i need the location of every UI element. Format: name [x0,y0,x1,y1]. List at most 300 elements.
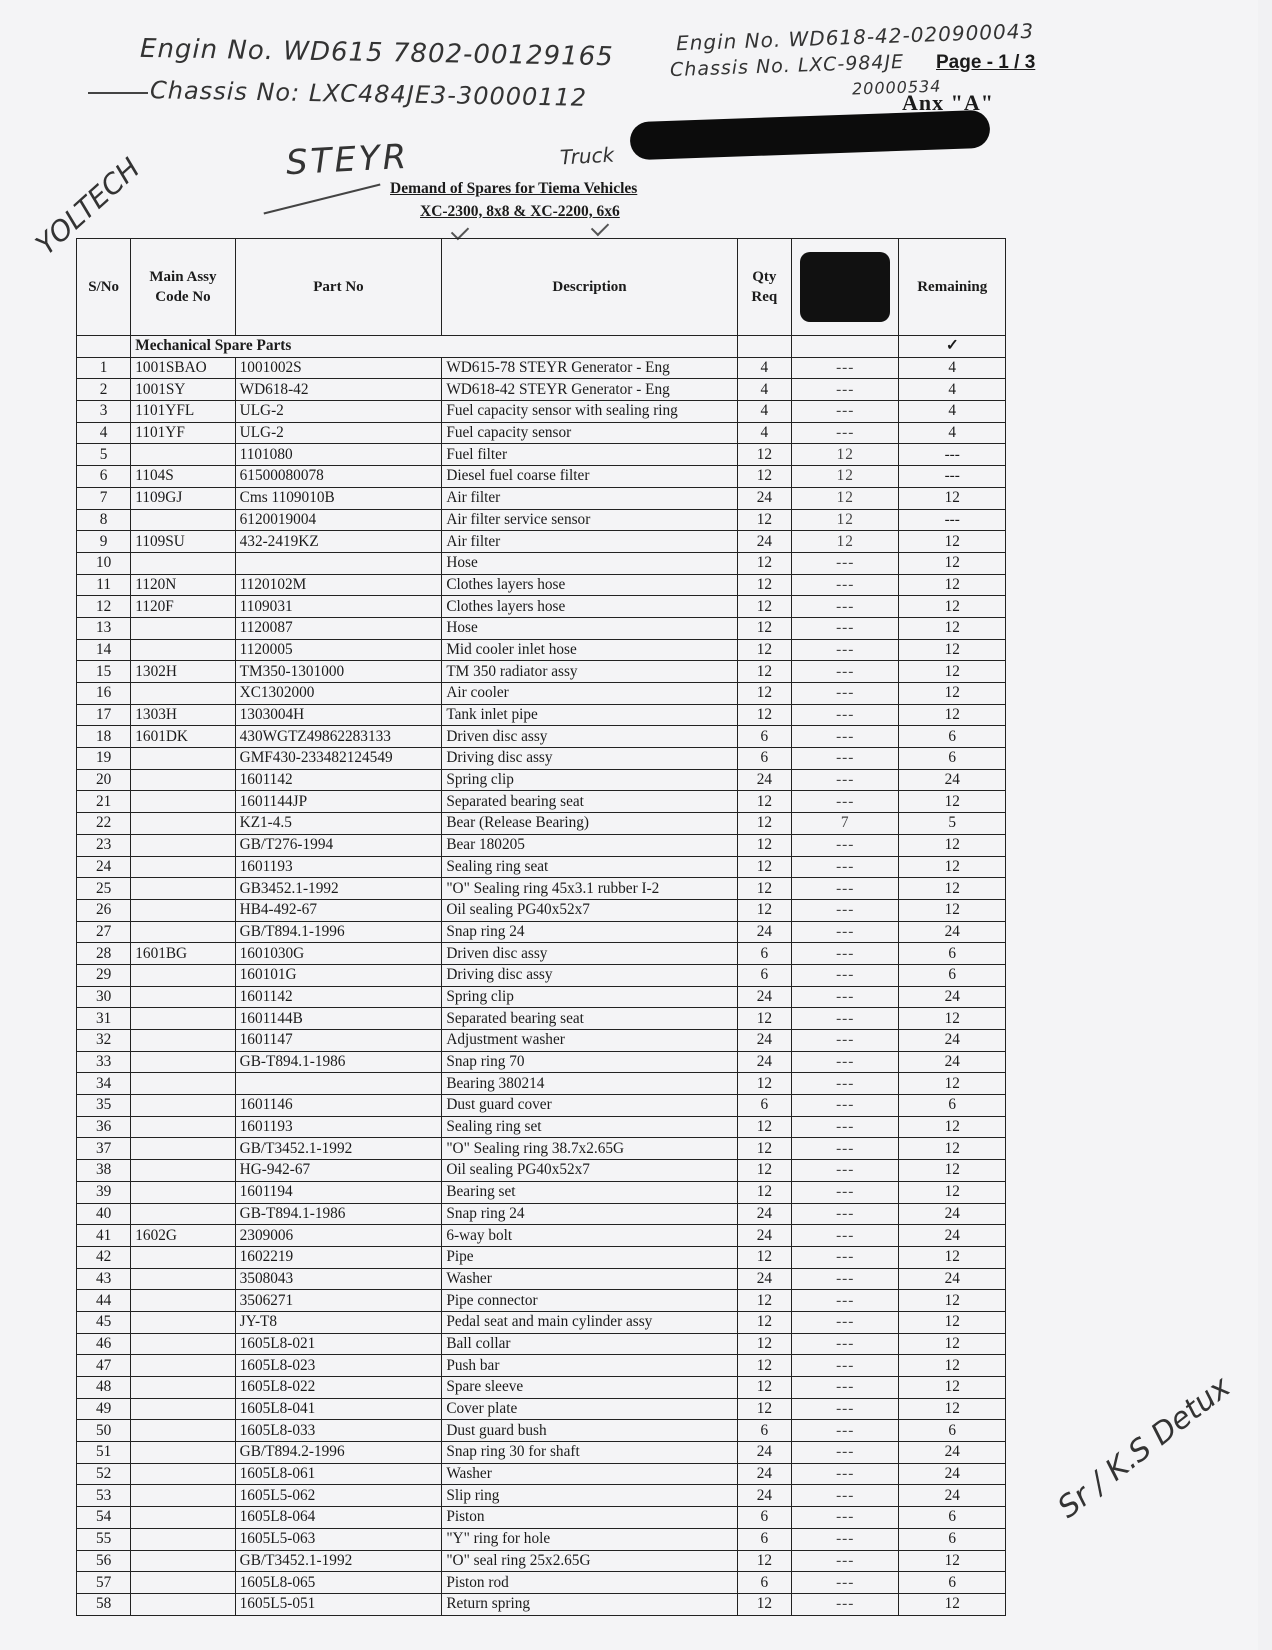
cell-sno: 41 [77,1225,131,1247]
cell-remaining: --- [899,466,1006,488]
cell-part-no: 1601142 [235,986,442,1008]
cell-remaining: 6 [899,1420,1006,1442]
table-row [77,1311,1006,1333]
cell-qty-req: 12 [737,791,791,813]
cell-qty-req: 12 [737,509,791,531]
section-title: Mechanical Spare Parts [131,336,737,358]
cell-part-no [235,552,442,574]
cell-assy-code: 1601BG [131,943,235,965]
table-row [77,1442,1006,1464]
cell-description: 6-way bolt [442,1225,737,1247]
cell-sno: 43 [77,1268,131,1290]
cell-description: Adjustment washer [442,1030,737,1052]
cell-qty-req: 12 [737,1377,791,1399]
col-header-remaining: Remaining [899,239,1006,336]
cell-received: --- [791,1095,899,1117]
cell-assy-code: 1303H [131,704,235,726]
cell-part-no: 1601193 [235,1116,442,1138]
cell-part-no: 6120019004 [235,509,442,531]
cell-received: --- [791,878,899,900]
cell-remaining: 4 [899,379,1006,401]
cell-description: "O" seal ring 25x2.65G [442,1550,737,1572]
cell-description: WD618-42 STEYR Generator - Eng [442,379,737,401]
cell-part-no: 1601146 [235,1095,442,1117]
cell-received: 12 [791,444,899,466]
cell-qty-req: 12 [737,1138,791,1160]
cell-sno: 32 [77,1030,131,1052]
cell-remaining: 12 [899,1333,1006,1355]
cell-assy-code [131,1008,235,1030]
cell-part-no: 3508043 [235,1268,442,1290]
cell-assy-code [131,639,235,661]
table-row [77,1203,1006,1225]
cell-assy-code [131,1203,235,1225]
cell-part-no: 1605L5-063 [235,1528,442,1550]
cell-remaining: 12 [899,704,1006,726]
cell-part-no: 1602219 [235,1246,442,1268]
cell-part-no: WD618-42 [235,379,442,401]
cell-assy-code [131,1442,235,1464]
cell-remaining: 24 [899,1030,1006,1052]
table-row [77,1030,1006,1052]
table-row [77,1008,1006,1030]
cell-sno: 45 [77,1311,131,1333]
table-row [77,899,1006,921]
cell-assy-code [131,1593,235,1615]
table-row [77,639,1006,661]
table-row [77,1333,1006,1355]
cell-description: Bearing set [442,1181,737,1203]
table-row [77,1355,1006,1377]
cell-description: Slip ring [442,1485,737,1507]
cell-sno: 3 [77,401,131,423]
table-row [77,422,1006,444]
cell-sno: 37 [77,1138,131,1160]
page-title: Demand of Spares for Tiema Vehicles [390,180,638,197]
cell-sno: 55 [77,1528,131,1550]
redaction-mark [800,252,890,322]
cell-remaining: 12 [899,834,1006,856]
cell-received: --- [791,1485,899,1507]
cell-part-no: ULG-2 [235,401,442,423]
cell-sno: 25 [77,878,131,900]
cell-assy-code [131,1420,235,1442]
cell-qty-req: 12 [737,1116,791,1138]
cell-sno: 23 [77,834,131,856]
page-subtitle: XC-2300, 8x8 & XC-2200, 6x6 [420,203,620,220]
cell-description: Spare sleeve [442,1377,737,1399]
cell-sno: 1 [77,357,131,379]
cell-part-no: GMF430-233482124549 [235,748,442,770]
cell-description: Separated bearing seat [442,1008,737,1030]
cell-qty-req: 12 [737,834,791,856]
cell-description: Washer [442,1463,737,1485]
cell-sno: 16 [77,683,131,705]
cell-part-no: 1605L8-021 [235,1333,442,1355]
cell-qty-req: 12 [737,813,791,835]
cell-assy-code: 1001SBAO [131,357,235,379]
cell-received: --- [791,1008,899,1030]
cell-part-no: 1605L8-041 [235,1398,442,1420]
cell-received: --- [791,1073,899,1095]
cell-qty-req: 6 [737,1528,791,1550]
cell-sno: 36 [77,1116,131,1138]
table-row [77,574,1006,596]
cell-sno: 51 [77,1442,131,1464]
cell-description: Driven disc assy [442,943,737,965]
cell-remaining: 4 [899,422,1006,444]
cell-qty-req: 6 [737,748,791,770]
cell-sno: 33 [77,1051,131,1073]
cell-remaining: 12 [899,1311,1006,1333]
table-row [77,683,1006,705]
cell-sno: 54 [77,1507,131,1529]
cell-part-no: 1601193 [235,856,442,878]
cell-sno: 22 [77,813,131,835]
cell-description: Diesel fuel coarse filter [442,466,737,488]
cell-sno: 29 [77,964,131,986]
cell-qty-req: 12 [737,1333,791,1355]
table-row [77,1377,1006,1399]
table-header-row [77,239,1006,336]
cell-sno: 38 [77,1160,131,1182]
table-row [77,921,1006,943]
cell-sno: 53 [77,1485,131,1507]
cell-received: --- [791,1181,899,1203]
cell-sno: 21 [77,791,131,813]
cell-description: Sealing ring seat [442,856,737,878]
cell-assy-code [131,834,235,856]
table-row [77,552,1006,574]
cell-qty-req: 12 [737,444,791,466]
cell-qty-req: 12 [737,1290,791,1312]
cell-remaining: 12 [899,617,1006,639]
handwritten-truck: Truck [559,142,615,170]
cell-description: Dust guard cover [442,1095,737,1117]
cell-description: Pipe connector [442,1290,737,1312]
table-row [77,1550,1006,1572]
cell-remaining: 12 [899,1246,1006,1268]
cell-remaining: 24 [899,1485,1006,1507]
cell-remaining: 12 [899,1160,1006,1182]
cell-description: Oil sealing PG40x52x7 [442,899,737,921]
table-row [77,1160,1006,1182]
cell-assy-code [131,1333,235,1355]
cell-remaining: 12 [899,1116,1006,1138]
cell-assy-code: 1602G [131,1225,235,1247]
cell-received: --- [791,964,899,986]
cell-description: TM 350 radiator assy [442,661,737,683]
cell-remaining: 12 [899,487,1006,509]
cell-part-no: GB3452.1-1992 [235,878,442,900]
cell-remaining: 6 [899,1507,1006,1529]
cell-received: 7 [791,813,899,835]
cell-part-no: TM350-1301000 [235,661,442,683]
table-row [77,487,1006,509]
cell-assy-code [131,1311,235,1333]
cell-qty-req: 12 [737,1311,791,1333]
cell-remaining: 12 [899,878,1006,900]
cell-received: --- [791,1268,899,1290]
cell-assy-code [131,683,235,705]
cell-sno: 50 [77,1420,131,1442]
cell-received: --- [791,1442,899,1464]
table-row [77,509,1006,531]
cell-received: 12 [791,487,899,509]
cell-remaining: 12 [899,1290,1006,1312]
cell-sno: 15 [77,661,131,683]
cell-description: Spring clip [442,769,737,791]
cell-description: Bear 180205 [442,834,737,856]
cell-description: Mid cooler inlet hose [442,639,737,661]
cell-received: --- [791,1420,899,1442]
col-header-qty: Qty Req [737,239,791,336]
cell-received: --- [791,1225,899,1247]
cell-remaining: 6 [899,748,1006,770]
cell-description: Spring clip [442,986,737,1008]
cell-qty-req: 12 [737,617,791,639]
cell-qty-req: 24 [737,1203,791,1225]
cell-qty-req: 24 [737,1268,791,1290]
cell-description: Air filter [442,487,737,509]
cell-assy-code [131,1030,235,1052]
cell-description: Tank inlet pipe [442,704,737,726]
cell-description: Washer [442,1268,737,1290]
cell-assy-code [131,1290,235,1312]
cell-description: Clothes layers hose [442,574,737,596]
table-row [77,357,1006,379]
cell-remaining: 6 [899,1528,1006,1550]
cell-remaining: 12 [899,683,1006,705]
cell-remaining: 12 [899,1398,1006,1420]
cell-sno: 58 [77,1593,131,1615]
cell-assy-code [131,1160,235,1182]
cell-qty-req: 12 [737,1398,791,1420]
cell-sno: 30 [77,986,131,1008]
cell-qty-req: 12 [737,574,791,596]
cell-qty-req: 6 [737,726,791,748]
cell-assy-code [131,552,235,574]
handwritten-steyr: STEYR [285,136,411,184]
cell-qty-req: 24 [737,1463,791,1485]
cell-description: Piston [442,1507,737,1529]
cell-part-no: 1001002S [235,357,442,379]
cell-description: "O" Sealing ring 38.7x2.65G [442,1138,737,1160]
cell-received: --- [791,748,899,770]
cell-remaining: 24 [899,1442,1006,1464]
cell-remaining: --- [899,509,1006,531]
cell-sno: 31 [77,1008,131,1030]
cell-received: --- [791,357,899,379]
cell-assy-code [131,791,235,813]
cell-qty-req: 6 [737,964,791,986]
cell-description: Return spring [442,1593,737,1615]
cell-qty-req: 12 [737,596,791,618]
cell-qty-req: 4 [737,401,791,423]
cell-received: --- [791,1463,899,1485]
cell-remaining: 24 [899,1051,1006,1073]
cell-qty-req: 6 [737,943,791,965]
cell-description: Clothes layers hose [442,596,737,618]
cell-qty-req: 24 [737,921,791,943]
cell-received: --- [791,1550,899,1572]
cell-qty-req: 12 [737,552,791,574]
cell-sno: 2 [77,379,131,401]
cell-remaining: 12 [899,1593,1006,1615]
cell-assy-code: 1104S [131,466,235,488]
cell-part-no: GB-T894.1-1986 [235,1051,442,1073]
cell-sno: 28 [77,943,131,965]
cell-received: --- [791,1311,899,1333]
cell-qty-req: 12 [737,1593,791,1615]
cell-part-no [235,1073,442,1095]
cell-qty-req: 6 [737,1420,791,1442]
cell-sno: 48 [77,1377,131,1399]
cell-part-no: 1605L5-062 [235,1485,442,1507]
cell-assy-code [131,878,235,900]
cell-assy-code [131,1095,235,1117]
cell-sno: 18 [77,726,131,748]
cell-qty-req: 4 [737,379,791,401]
cell-part-no: 1101080 [235,444,442,466]
cell-received: --- [791,1333,899,1355]
table-row [77,1420,1006,1442]
cell-received: --- [791,726,899,748]
cell-part-no: 1601144JP [235,791,442,813]
cell-part-no: 1605L8-022 [235,1377,442,1399]
table-row [77,661,1006,683]
table-row [77,1398,1006,1420]
cell-received: --- [791,1030,899,1052]
cell-description: Driving disc assy [442,748,737,770]
cell-description: Cover plate [442,1398,737,1420]
cell-sno: 34 [77,1073,131,1095]
cell-part-no: HG-942-67 [235,1160,442,1182]
cell-sno: 13 [77,617,131,639]
cell-sno: 46 [77,1333,131,1355]
cell-part-no: HB4-492-67 [235,899,442,921]
cell-sno: 20 [77,769,131,791]
cell-qty-req: 12 [737,704,791,726]
col-header-sno: S/No [77,239,131,336]
cell-assy-code [131,617,235,639]
cell-part-no: ULG-2 [235,422,442,444]
table-row [77,1225,1006,1247]
cell-remaining: --- [899,444,1006,466]
col-header-description: Description [442,239,737,336]
cell-assy-code [131,1398,235,1420]
cell-received: --- [791,596,899,618]
cell-received: --- [791,1593,899,1615]
cell-assy-code [131,1073,235,1095]
cell-assy-code [131,1268,235,1290]
cell-assy-code [131,1463,235,1485]
cell-description: WD615-78 STEYR Generator - Eng [442,357,737,379]
cell-description: Fuel capacity sensor with sealing ring [442,401,737,423]
cell-received: --- [791,552,899,574]
cell-description: Fuel capacity sensor [442,422,737,444]
cell-assy-code [131,769,235,791]
cell-remaining: 12 [899,596,1006,618]
cell-sno: 4 [77,422,131,444]
cell-qty-req: 12 [737,1550,791,1572]
cell-qty-req: 12 [737,1008,791,1030]
cell-qty-req: 12 [737,466,791,488]
cell-remaining: 24 [899,921,1006,943]
cell-qty-req: 4 [737,357,791,379]
table-row [77,748,1006,770]
cell-part-no: 1109031 [235,596,442,618]
table-row [77,1181,1006,1203]
cell-assy-code: 1302H [131,661,235,683]
cell-qty-req: 24 [737,1051,791,1073]
cell-received: --- [791,639,899,661]
cell-sno: 12 [77,596,131,618]
cell-received: --- [791,1377,899,1399]
table-row [77,834,1006,856]
cell-assy-code: 1101YF [131,422,235,444]
cell-description: Driven disc assy [442,726,737,748]
cell-description: Pipe [442,1246,737,1268]
cell-remaining: 6 [899,1572,1006,1594]
cell-sno: 27 [77,921,131,943]
cell-part-no: 430WGTZ49862283133 [235,726,442,748]
cell-remaining: 6 [899,726,1006,748]
cell-sno: 57 [77,1572,131,1594]
cell-remaining: 6 [899,943,1006,965]
cell-qty-req: 12 [737,1181,791,1203]
table-row [77,1246,1006,1268]
cell-received: --- [791,1290,899,1312]
cell-qty-req: 12 [737,683,791,705]
cell-part-no: 1601030G [235,943,442,965]
table-row [77,1290,1006,1312]
cell-part-no: 2309006 [235,1225,442,1247]
cell-sno: 56 [77,1550,131,1572]
cell-sno: 19 [77,748,131,770]
cell-remaining: 12 [899,1138,1006,1160]
cell-qty-req: 12 [737,899,791,921]
table-row [77,596,1006,618]
cell-qty-req: 12 [737,661,791,683]
cell-received: --- [791,379,899,401]
cell-description: Push bar [442,1355,737,1377]
cell-sno: 5 [77,444,131,466]
cell-sno: 35 [77,1095,131,1117]
cell-assy-code: 1001SY [131,379,235,401]
cell-assy-code [131,813,235,835]
handwritten-signature: Sr / K.S Detux [1051,1369,1238,1526]
cell-received: --- [791,617,899,639]
handwritten-underline [88,92,148,94]
cell-qty-req: 12 [737,1073,791,1095]
cell-assy-code [131,444,235,466]
cell-remaining: 24 [899,1203,1006,1225]
cell-received: --- [791,422,899,444]
cell-part-no: GB/T276-1994 [235,834,442,856]
cell-remaining: 12 [899,574,1006,596]
cell-description: Air cooler [442,683,737,705]
cell-description: Snap ring 24 [442,1203,737,1225]
cell-part-no: GB/T3452.1-1992 [235,1550,442,1572]
cell-description: Separated bearing seat [442,791,737,813]
col-header-part: Part No [235,239,442,336]
cell-description: Oil sealing PG40x52x7 [442,1160,737,1182]
cell-remaining: 12 [899,531,1006,553]
cell-qty-req: 12 [737,639,791,661]
table-row [77,856,1006,878]
cell-received: --- [791,1203,899,1225]
